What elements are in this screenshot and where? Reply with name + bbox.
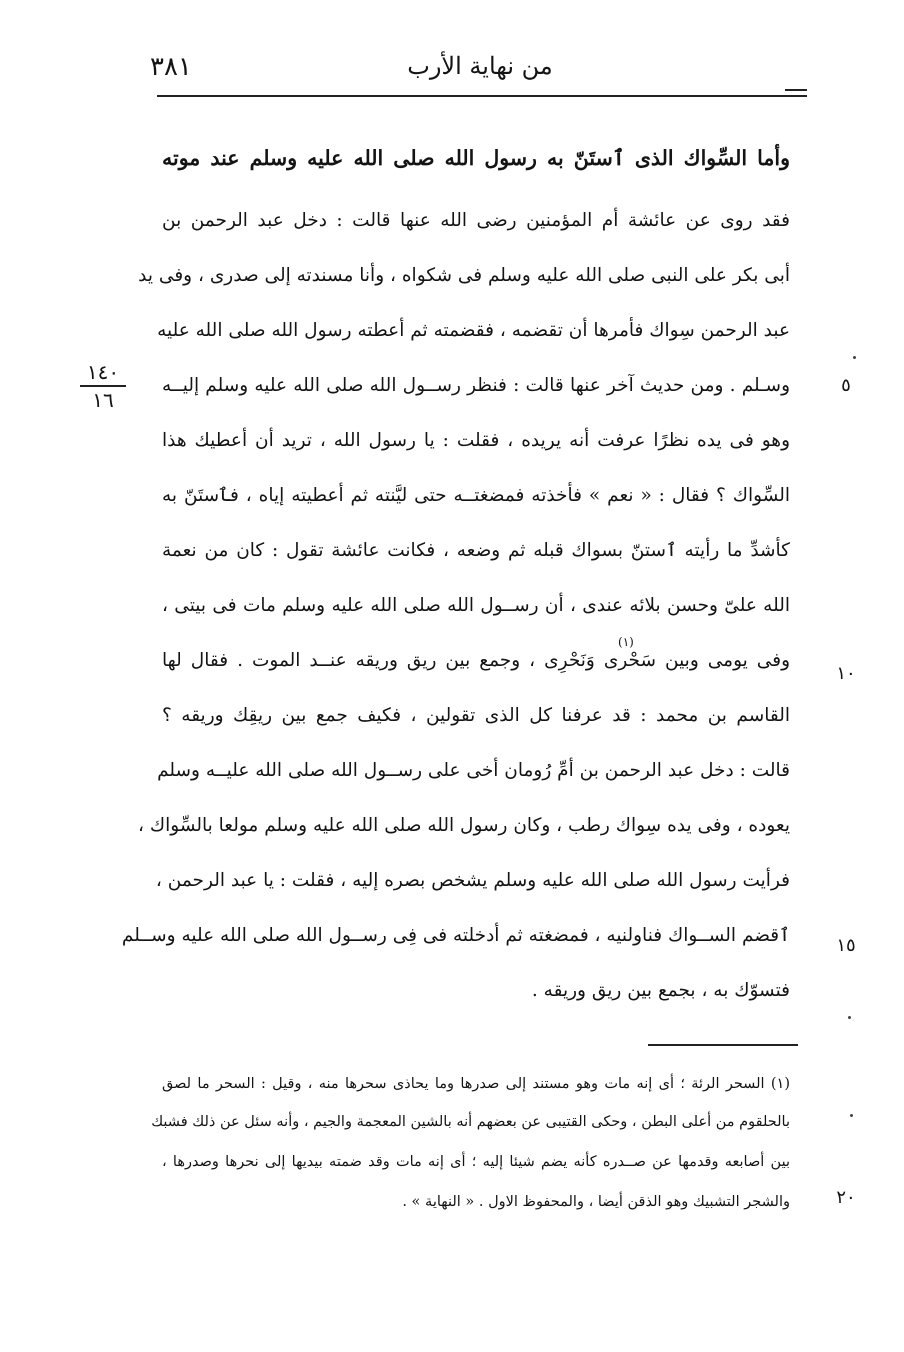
footnote-rule (648, 1044, 798, 1046)
footnote-reference: (١) (618, 635, 634, 649)
body-line-last: فتسوّك به ، بجمع بين ريق وريقه . (531, 980, 790, 1001)
body-line: وفى يومى وبين سَحْرى وَنَحْرِى ، وجمع بين ريق وريقه عنــد الموت . فقال لها (162, 650, 790, 671)
running-header-title: من نهاية الأرب (407, 52, 553, 80)
print-speck (853, 356, 856, 359)
page-number: ٣٨١ (150, 52, 192, 82)
body-line: الله علىّ وحسن بلائه عندى ، أن رســول الله صلى الله عليه وسلم مات فى بيتى ، (162, 595, 790, 616)
line-number: ٢٠ (836, 1187, 856, 1208)
body-line: عبد الرحمن سِواك فأمرها أن تقضمه ، فقضمته ثم أعطته رسول الله صلى الله عليه (157, 320, 790, 341)
body-line: وسـلم . ومن حديث آخر عنها قالت : فنظر رســول الله صلى الله عليه وسلم إليــه (162, 375, 790, 396)
line-number: ١٥ (836, 935, 856, 956)
body-line: أبى بكر على النبى صلى الله عليه وسلم فى شكواه ، وأنا مسندته إلى صدرى ، وفى يد (138, 265, 790, 286)
header-rule-tail (785, 89, 807, 91)
footnote-line-last: والشجر التشبيك وهو الذقن أيضا ، والمحفوظ الاول . « النهاية » . (402, 1194, 790, 1210)
body-line: فرأيت رسول الله صلى الله عليه وسلم يشخص بصره إليه ، فقلت : يا عبد الرحمن ، (155, 870, 790, 891)
print-speck (848, 1016, 851, 1019)
section-heading: وأما السِّواك الذى ٱستَنّ به رسول الله صلى الله عليه وسلم عند موته (162, 146, 790, 170)
print-speck (850, 1114, 853, 1117)
footnote-line: (١) السحر الرئة ؛ أى إنه مات وهو مستند إلى صدرها وما يحاذى سحرها منه ، وقيل : السحر ما لصق (162, 1076, 790, 1092)
line-number: ٥ (841, 375, 851, 396)
header-rule (157, 95, 807, 97)
body-line: السِّواك ؟ فقال : « نعم » فأخذته فمضغتــه حتى ليَّنته ثم أعطيته إياه ، فٱستَنّ به (162, 485, 790, 506)
line-number: ١٠ (836, 663, 856, 684)
margin-reference-top: ١٤٠ (86, 360, 120, 384)
body-line: وهو فى يده نظرًا عرفت أنه يريده ، فقلت : يا رسول الله ، تريد أن أعطيك هذا (162, 430, 790, 451)
margin-reference-bottom: ١٦ (92, 388, 114, 412)
body-line: قالت : دخل عبد الرحمن بن أمِّ رُومان أخى على رســول الله صلى الله عليــه وسلم (157, 760, 790, 781)
body-line: فقد روى عن عائشة أم المؤمنين رضى الله عنها قالت : دخل عبد الرحمن بن (162, 210, 790, 231)
footnote-line: بالحلقوم من أعلى البطن ، وحكى القتيبى عن بعضهم أنه بالشين المعجمة والجيم ، وأنه سئل عن ذلك فشبك (151, 1114, 790, 1130)
footnote-line: بين أصابعه وقدمها عن صــدره كأنه يضم شيئا إليه ؛ أى إنه مات وقد ضمته بيديها إلى نحرها وصدرها ، (162, 1154, 790, 1170)
body-line: كأشدِّ ما رأيته ٱستنّ بسواك قبله ثم وضعه ، فكانت عائشة تقول : كان من نعمة (162, 540, 790, 561)
body-line: ٱقضم الســواك فناولنيه ، فمضغته ثم أدخلته فى فِى رســول الله صلى الله عليه وســلم (121, 925, 790, 946)
margin-reference-rule (80, 385, 126, 387)
body-line: يعوده ، وفى يده سِواك رطب ، وكان رسول الله صلى الله عليه وسلم مولعا بالسِّواك ، (138, 815, 790, 836)
body-line: القاسم بن محمد : قد عرفنا كل الذى تقولين ، فكيف جمع بين ريقِك وريقه ؟ (162, 705, 790, 726)
